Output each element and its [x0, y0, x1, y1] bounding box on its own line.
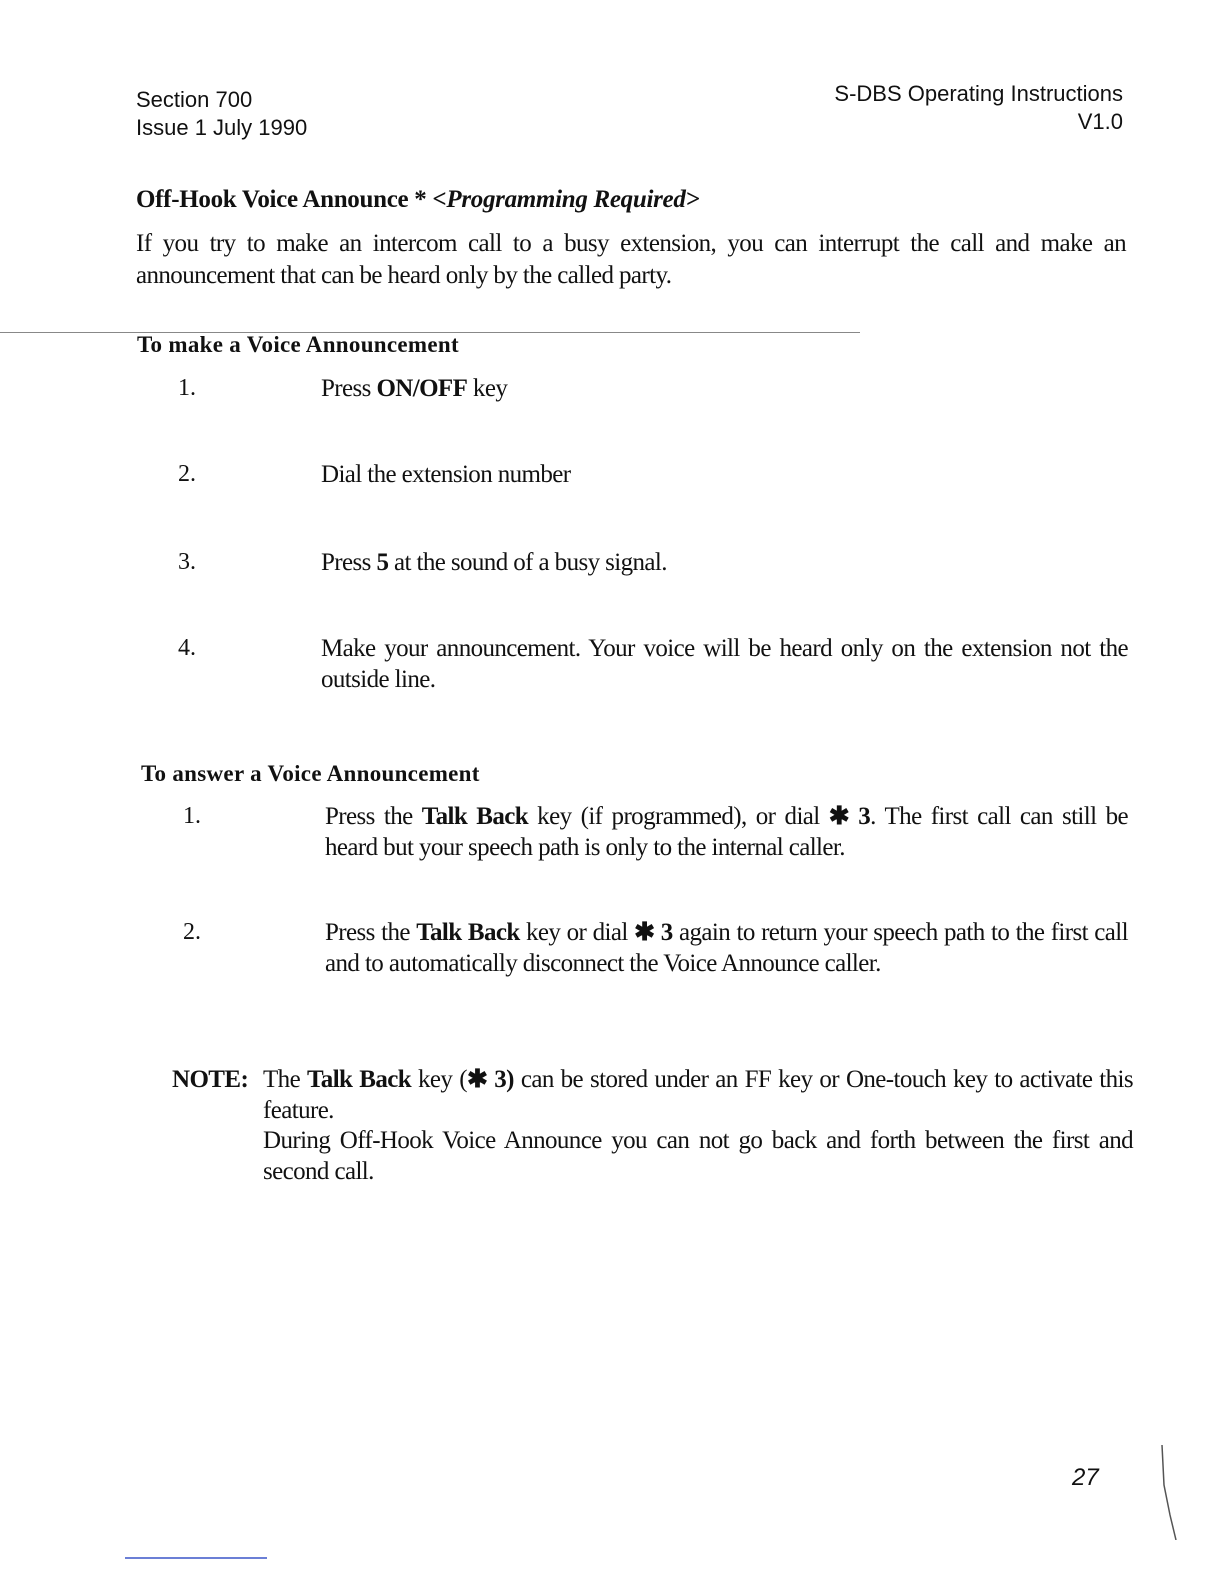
page-number: 27	[1072, 1464, 1099, 1491]
text-segment: key (if programmed), or dial	[528, 803, 829, 830]
title-main: Off-Hook Voice Announce *	[136, 186, 433, 213]
issue-date: Issue 1 July 1990	[136, 115, 308, 140]
answer-heading: To answer a Voice Announcement	[141, 761, 480, 786]
title-programming-note: <Programming Required>	[432, 186, 700, 213]
bold-text: ✱ 3	[634, 919, 673, 946]
bold-text: Talk Back	[416, 919, 520, 946]
text-segment: . The first call can still be heard but your speech path is only to the internal caller.	[325, 803, 1128, 861]
text-segment: key (	[411, 1066, 467, 1093]
step-number: 3.	[178, 549, 196, 575]
bold-text: Talk Back	[421, 803, 529, 830]
make-heading: To make a Voice Announcement	[137, 332, 459, 357]
step-text	[325, 801, 1128, 863]
intro-paragraph: If you try to make an intercom call to a busy extension, you can interrupt the call and make an announcement that can be heard only by the called party.	[136, 230, 1126, 289]
bold-text: 5	[376, 549, 389, 576]
note-text	[263, 1064, 1133, 1126]
text-segment: Press	[321, 375, 377, 402]
step-number: 1.	[183, 803, 201, 829]
text-segment: at the sound of a busy signal.	[388, 549, 667, 576]
step-text	[325, 917, 1128, 979]
scan-blue-line	[125, 1557, 267, 1559]
text-segment: again to return your speech path to the first call and to automatically disconnect the Voice Announce caller.	[325, 919, 1128, 977]
step-number: 2.	[183, 919, 201, 945]
step-number: 2.	[178, 461, 196, 487]
text-segment: The	[263, 1066, 308, 1093]
bold-text: ✱ 3	[828, 803, 871, 830]
text-segment: can be stored under an FF key or One-touch key to activate this feature.	[263, 1066, 1134, 1124]
bold-text: ON/OFF	[376, 375, 468, 402]
step-text	[321, 633, 1128, 695]
document-version: V1.0	[1077, 109, 1123, 134]
page-title	[136, 186, 699, 214]
section-label: Section 700	[136, 87, 253, 112]
text-segment: key or dial	[519, 919, 635, 946]
scan-edge-mark	[1160, 1445, 1180, 1540]
step-number: 1.	[178, 375, 196, 401]
step-number: 4.	[178, 635, 196, 661]
text-segment: key	[467, 375, 508, 402]
bold-text: ✱ 3)	[466, 1066, 514, 1093]
text-segment: Press the	[325, 803, 422, 830]
text-segment: Press the	[325, 919, 417, 946]
text-segment: Make your announcement. Your voice will be heard only on the extension not the outside line.	[321, 635, 1128, 693]
note-line-2: During Off-Hook Voice Announce you can not go back and forth between the first and second call.	[263, 1127, 1133, 1185]
note-label: NOTE:	[172, 1066, 249, 1093]
text-segment: Dial the extension number	[321, 461, 571, 488]
step-text	[321, 547, 1128, 578]
step-text	[321, 373, 1128, 404]
document-title: S-DBS Operating Instructions	[834, 81, 1123, 106]
step-text	[321, 459, 1128, 490]
bold-text: Talk Back	[307, 1066, 412, 1093]
text-segment: Press	[321, 549, 377, 576]
